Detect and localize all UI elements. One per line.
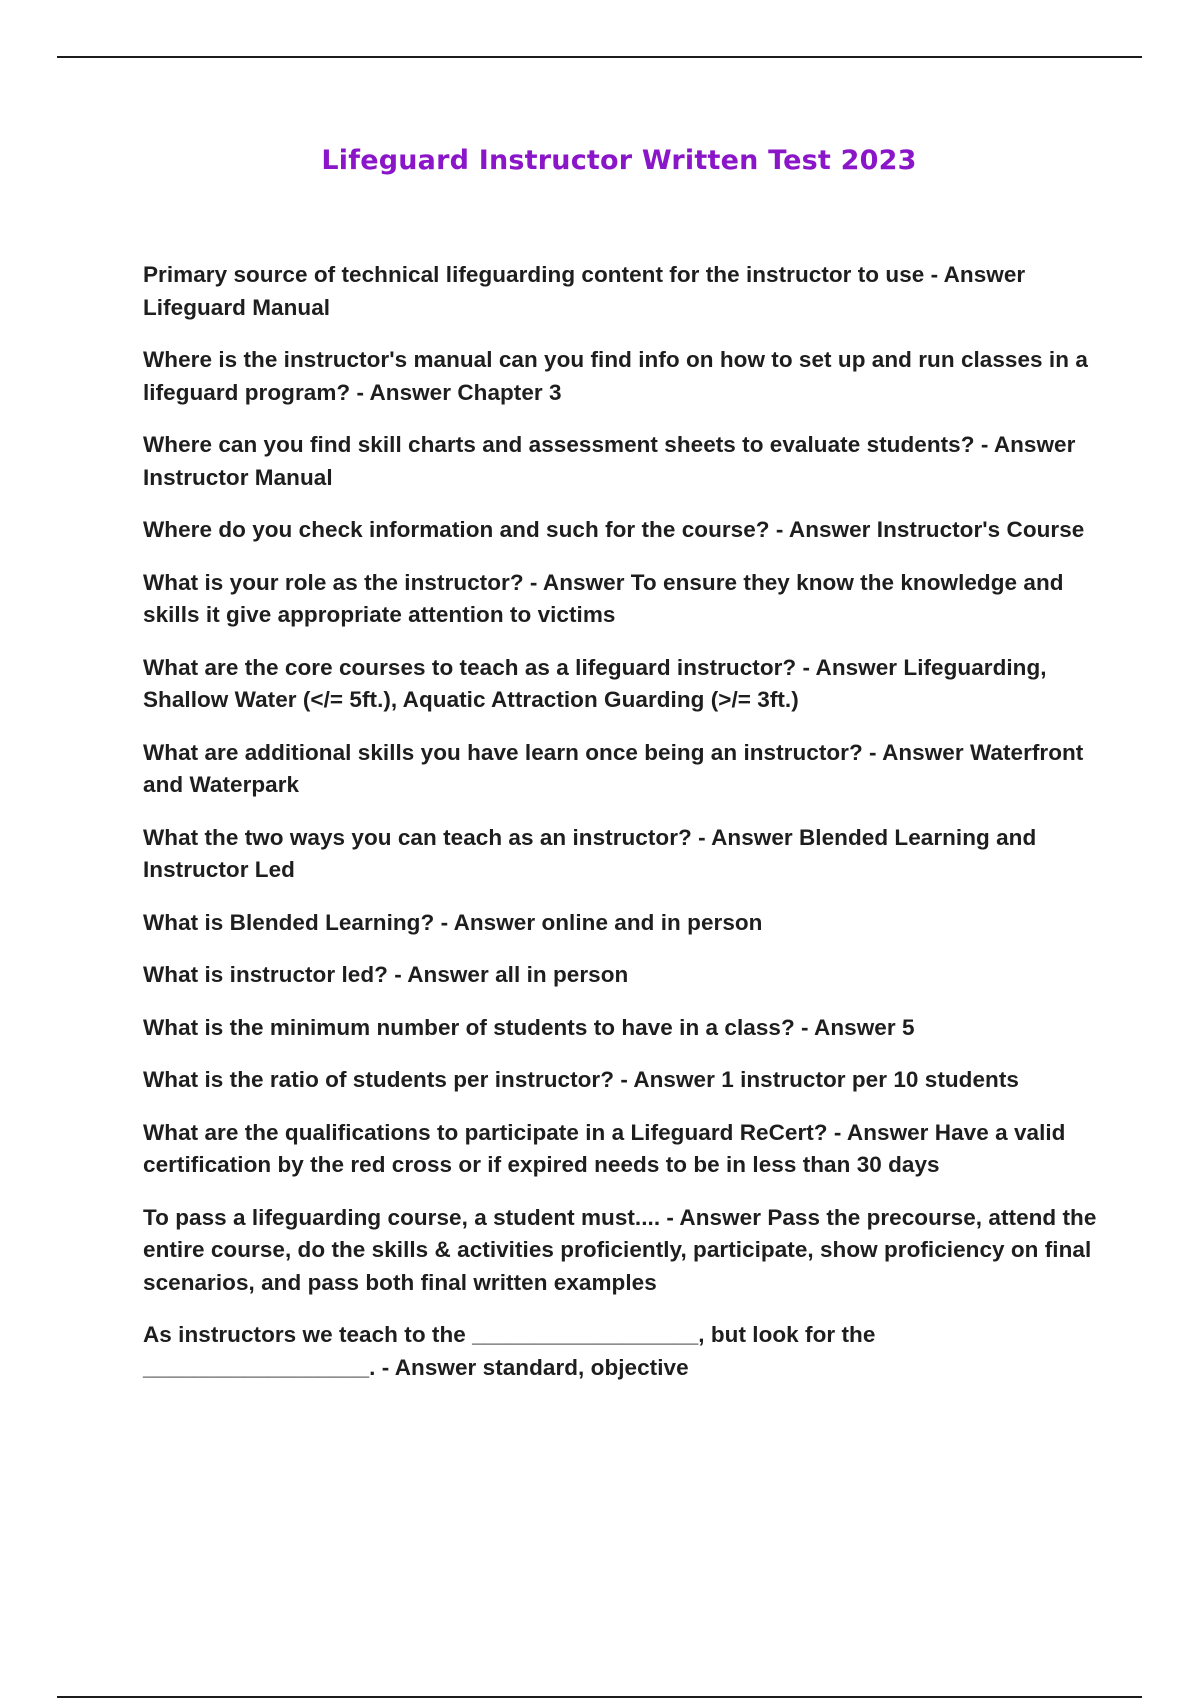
qa-item bbox=[143, 652, 1103, 717]
qa-text: What the two ways you can teach as an instructor? - Answer Blended Learning and Instructor Led bbox=[143, 824, 1037, 882]
document-title: Lifeguard Instructor Written Test 2023 bbox=[321, 145, 917, 176]
qa-item bbox=[143, 1064, 1103, 1097]
qa-text: As instructors we teach to the __________________, but look for the __________________. - Answer standard, objective bbox=[143, 1322, 876, 1380]
qa-text: Where is the instructor's manual can you find info on how to set up and run classes in a lifeguard program? - Answer Chapter 3 bbox=[143, 347, 1088, 405]
qa-text: What are the core courses to teach as a lifeguard instructor? - Answer Lifeguarding, Shallow Water (</= 5ft.), Aquatic Attraction Guarding (>/= 3ft.) bbox=[143, 654, 1047, 712]
qa-item bbox=[143, 1012, 1103, 1045]
question-answer-list bbox=[143, 259, 1103, 1404]
qa-text: What is the minimum number of students to have in a class? - Answer 5 bbox=[143, 1014, 915, 1040]
qa-text: What is instructor led? - Answer all in person bbox=[143, 962, 629, 987]
qa-item bbox=[143, 514, 1103, 547]
qa-text: Primary source of technical lifeguarding content for the instructor to use - Answer Lifeguard Manual bbox=[143, 262, 1026, 320]
qa-text: To pass a lifeguarding course, a student must.... - Answer Pass the precourse, attend the entire course, do the skills & activities proficiently, participate, show proficiency on final scenarios, and pass both final written examples bbox=[143, 1204, 1097, 1295]
qa-item bbox=[143, 1117, 1103, 1182]
qa-text: What is the ratio of students per instructor? - Answer 1 instructor per 10 students bbox=[143, 1067, 1019, 1092]
qa-item bbox=[143, 1202, 1103, 1300]
qa-item bbox=[143, 1319, 1103, 1384]
qa-item bbox=[143, 907, 1103, 940]
qa-item bbox=[143, 737, 1103, 802]
qa-text: What are additional skills you have learn once being an instructor? - Answer Waterfront and Waterpark bbox=[143, 739, 1084, 797]
qa-text: What is Blended Learning? - Answer online and in person bbox=[143, 909, 763, 935]
bottom-divider bbox=[57, 1696, 1142, 1698]
qa-item bbox=[143, 822, 1103, 887]
qa-item bbox=[143, 567, 1103, 632]
qa-text: What is your role as the instructor? - Answer To ensure they know the knowledge and skills it give appropriate attention to victims bbox=[143, 569, 1064, 627]
qa-item bbox=[143, 429, 1103, 494]
qa-text: Where do you check information and such for the course? - Answer Instructor's Course bbox=[143, 517, 1085, 542]
qa-item bbox=[143, 344, 1103, 409]
qa-item bbox=[143, 259, 1103, 324]
qa-item bbox=[143, 959, 1103, 992]
qa-text: Where can you find skill charts and assessment sheets to evaluate students? - Answer Instructor Manual bbox=[143, 432, 1076, 490]
qa-text: What are the qualifications to participate in a Lifeguard ReCert? - Answer Have a valid certification by the red cross or if expired needs to be in less than 30 days bbox=[143, 1119, 1066, 1177]
top-divider bbox=[57, 56, 1142, 58]
